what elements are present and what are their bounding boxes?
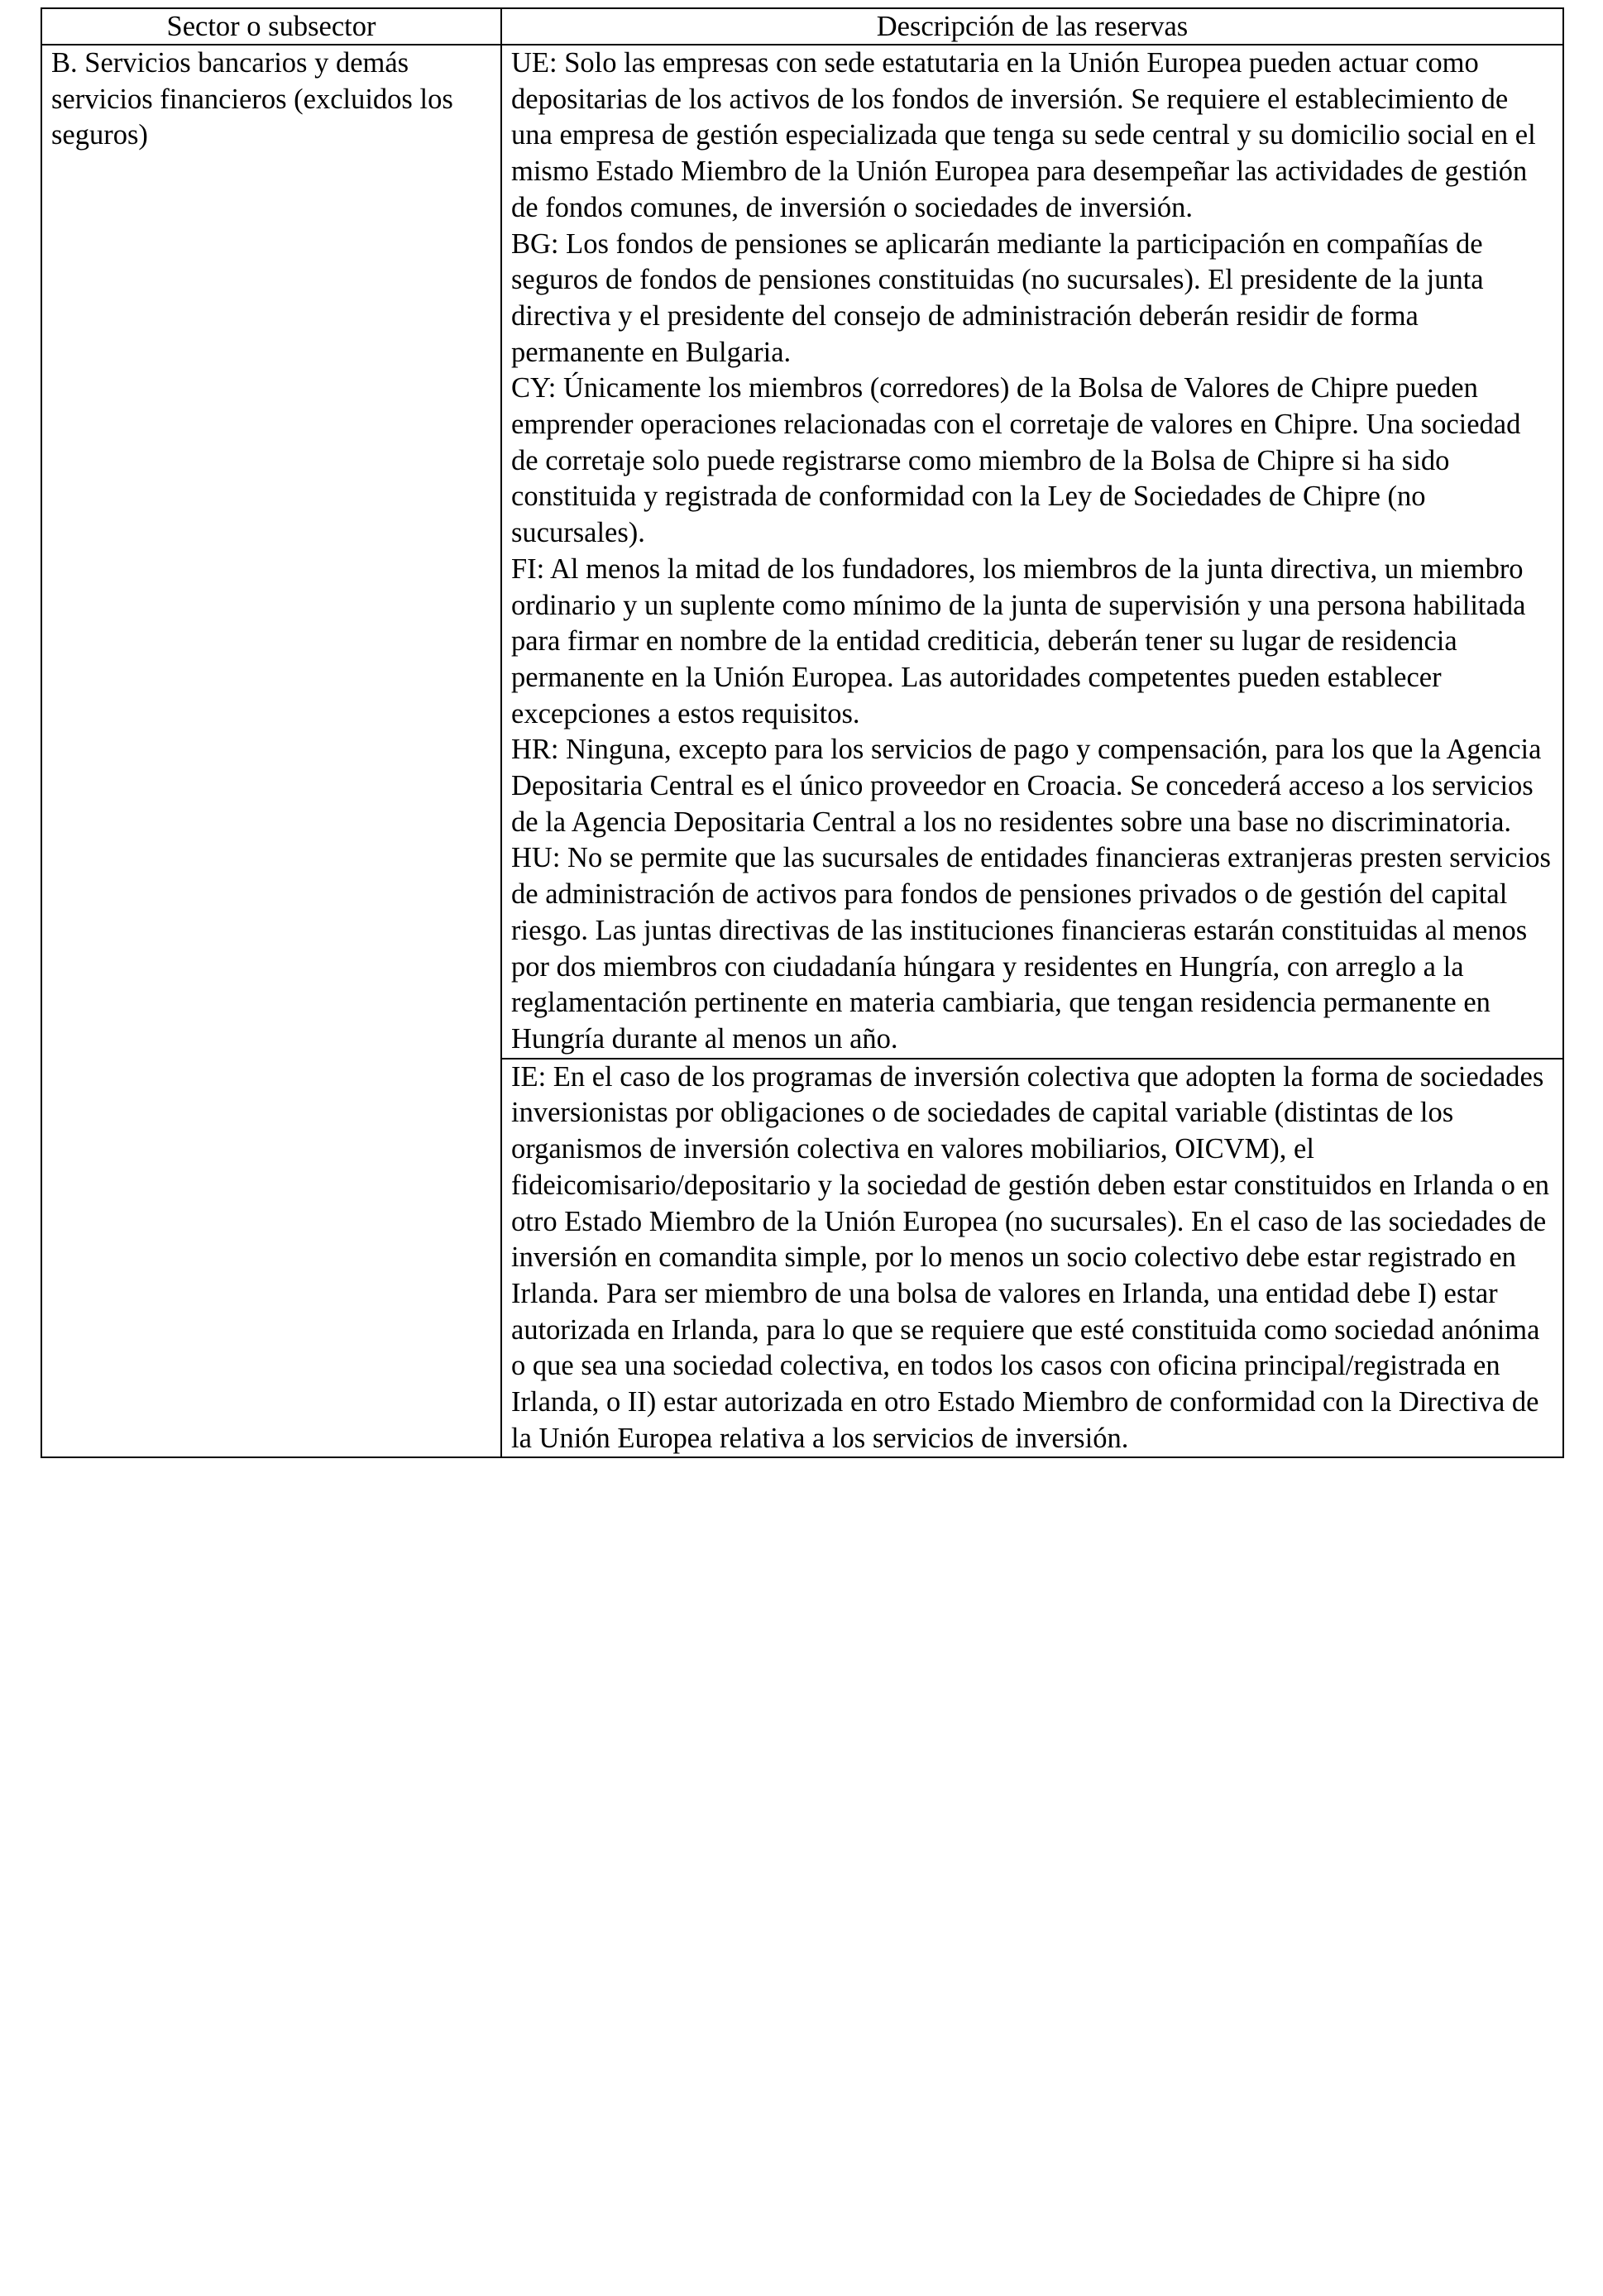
description-cell [501,45,1563,1059]
table-header-row [41,8,1563,45]
reservation-hu: HU: No se permite que las sucursales de entidades financieras extranjeras presten servicios de administración de activos para fondos de pensiones privados o de gestión del capital riesgo. Las juntas directivas de las instituciones financieras estarán constituidas al menos por dos miembros con ciudadanía húngara y residentes en Hungría, con arreglo a la reglamentación pertinente en materia cambiaria, que tengan residencia permanente en Hungría durante al menos un año. [511,842,1551,1055]
reservation-hr: HR: Ninguna, excepto para los servicios de pago y compensación, para los que la Agencia Depositaria Central es el único proveedor en Croacia. Se concederá acceso a los servicios de la Agencia Depositaria Central a los no residentes sobre una base no discriminatoria. [511,734,1542,838]
sector-cell-empty [41,1059,501,1458]
reservation-ie: IE: En el caso de los programas de inversión colectiva que adopten la forma de sociedades inversionistas por obligaciones o de sociedades de capital variable (distintas de los organismos de inversión colectiva en valores mobiliarios, OICVM), el fideicomisario/depositario y la sociedad de gestión deben estar constituidos en Irlanda o en otro Estado Miembro de la Unión Europea (no sucursales). En el caso de las sociedades de inversión en comandita simple, por lo menos un socio colectivo debe estar registrado en Irlanda. Para ser miembro de una bolsa de valores en Irlanda, una entidad debe I) estar autorizada en Irlanda, para lo que se requiere que esté constituida como sociedad anónima o que sea una sociedad colectiva, en todos los casos con oficina principal/registrada en Irlanda, o II) estar autorizada en otro Estado Miembro de conformidad con la Directiva de la Unión Europea relativa a los servicios de inversión. [511,1060,1550,1454]
header-description: Descripción de las reservas [501,8,1563,45]
reservation-cy: CY: Únicamente los miembros (corredores) de la Bolsa de Valores de Chipre pueden emprender operaciones relacionadas con el corretaje de valores en Chipre. Una sociedad de corretaje solo puede registrarse como miembro de la Bolsa de Chipre si ha sido constituida y registrada de conformidad con la Ley de Sociedades de Chipre (no sucursales). [511,372,1521,549]
reservations-table [41,7,1564,1458]
reservation-eu: UE: Solo las empresas con sede estatutaria en la Unión Europea pueden actuar como depositarias de los activos de los fondos de inversión. Se requiere el establecimiento de una empresa de gestión especializada que tenga su sede central y su domicilio social en el mismo Estado Miembro de la Unión Europea para desempeñar las actividades de gestión de fondos comunes, de inversión o sociedades de inversión. [511,47,1536,223]
table-row [41,1059,1563,1458]
reservation-fi: FI: Al menos la mitad de los fundadores, los miembros de la junta directiva, un miembro ordinario y un suplente como mínimo de la junta de supervisión y una persona habilitada para firmar en nombre de la entidad crediticia, deberán tener su lugar de residencia permanente en la Unión Europea. Las autoridades competentes pueden establecer excepciones a estos requisitos. [511,552,1526,729]
description-cell [501,1059,1563,1458]
reservation-bg: BG: Los fondos de pensiones se aplicarán mediante la participación en compañías de seguros de fondos de pensiones constituidas (no sucursales). El presidente de la junta directiva y el presidente del consejo de administración deberán residir de forma permanente en Bulgaria. [511,227,1484,368]
sector-cell: B. Servicios bancarios y demás servicios financieros (excluidos los seguros) [41,45,501,1059]
table-row [41,45,1563,1059]
header-sector: Sector o subsector [41,8,501,45]
